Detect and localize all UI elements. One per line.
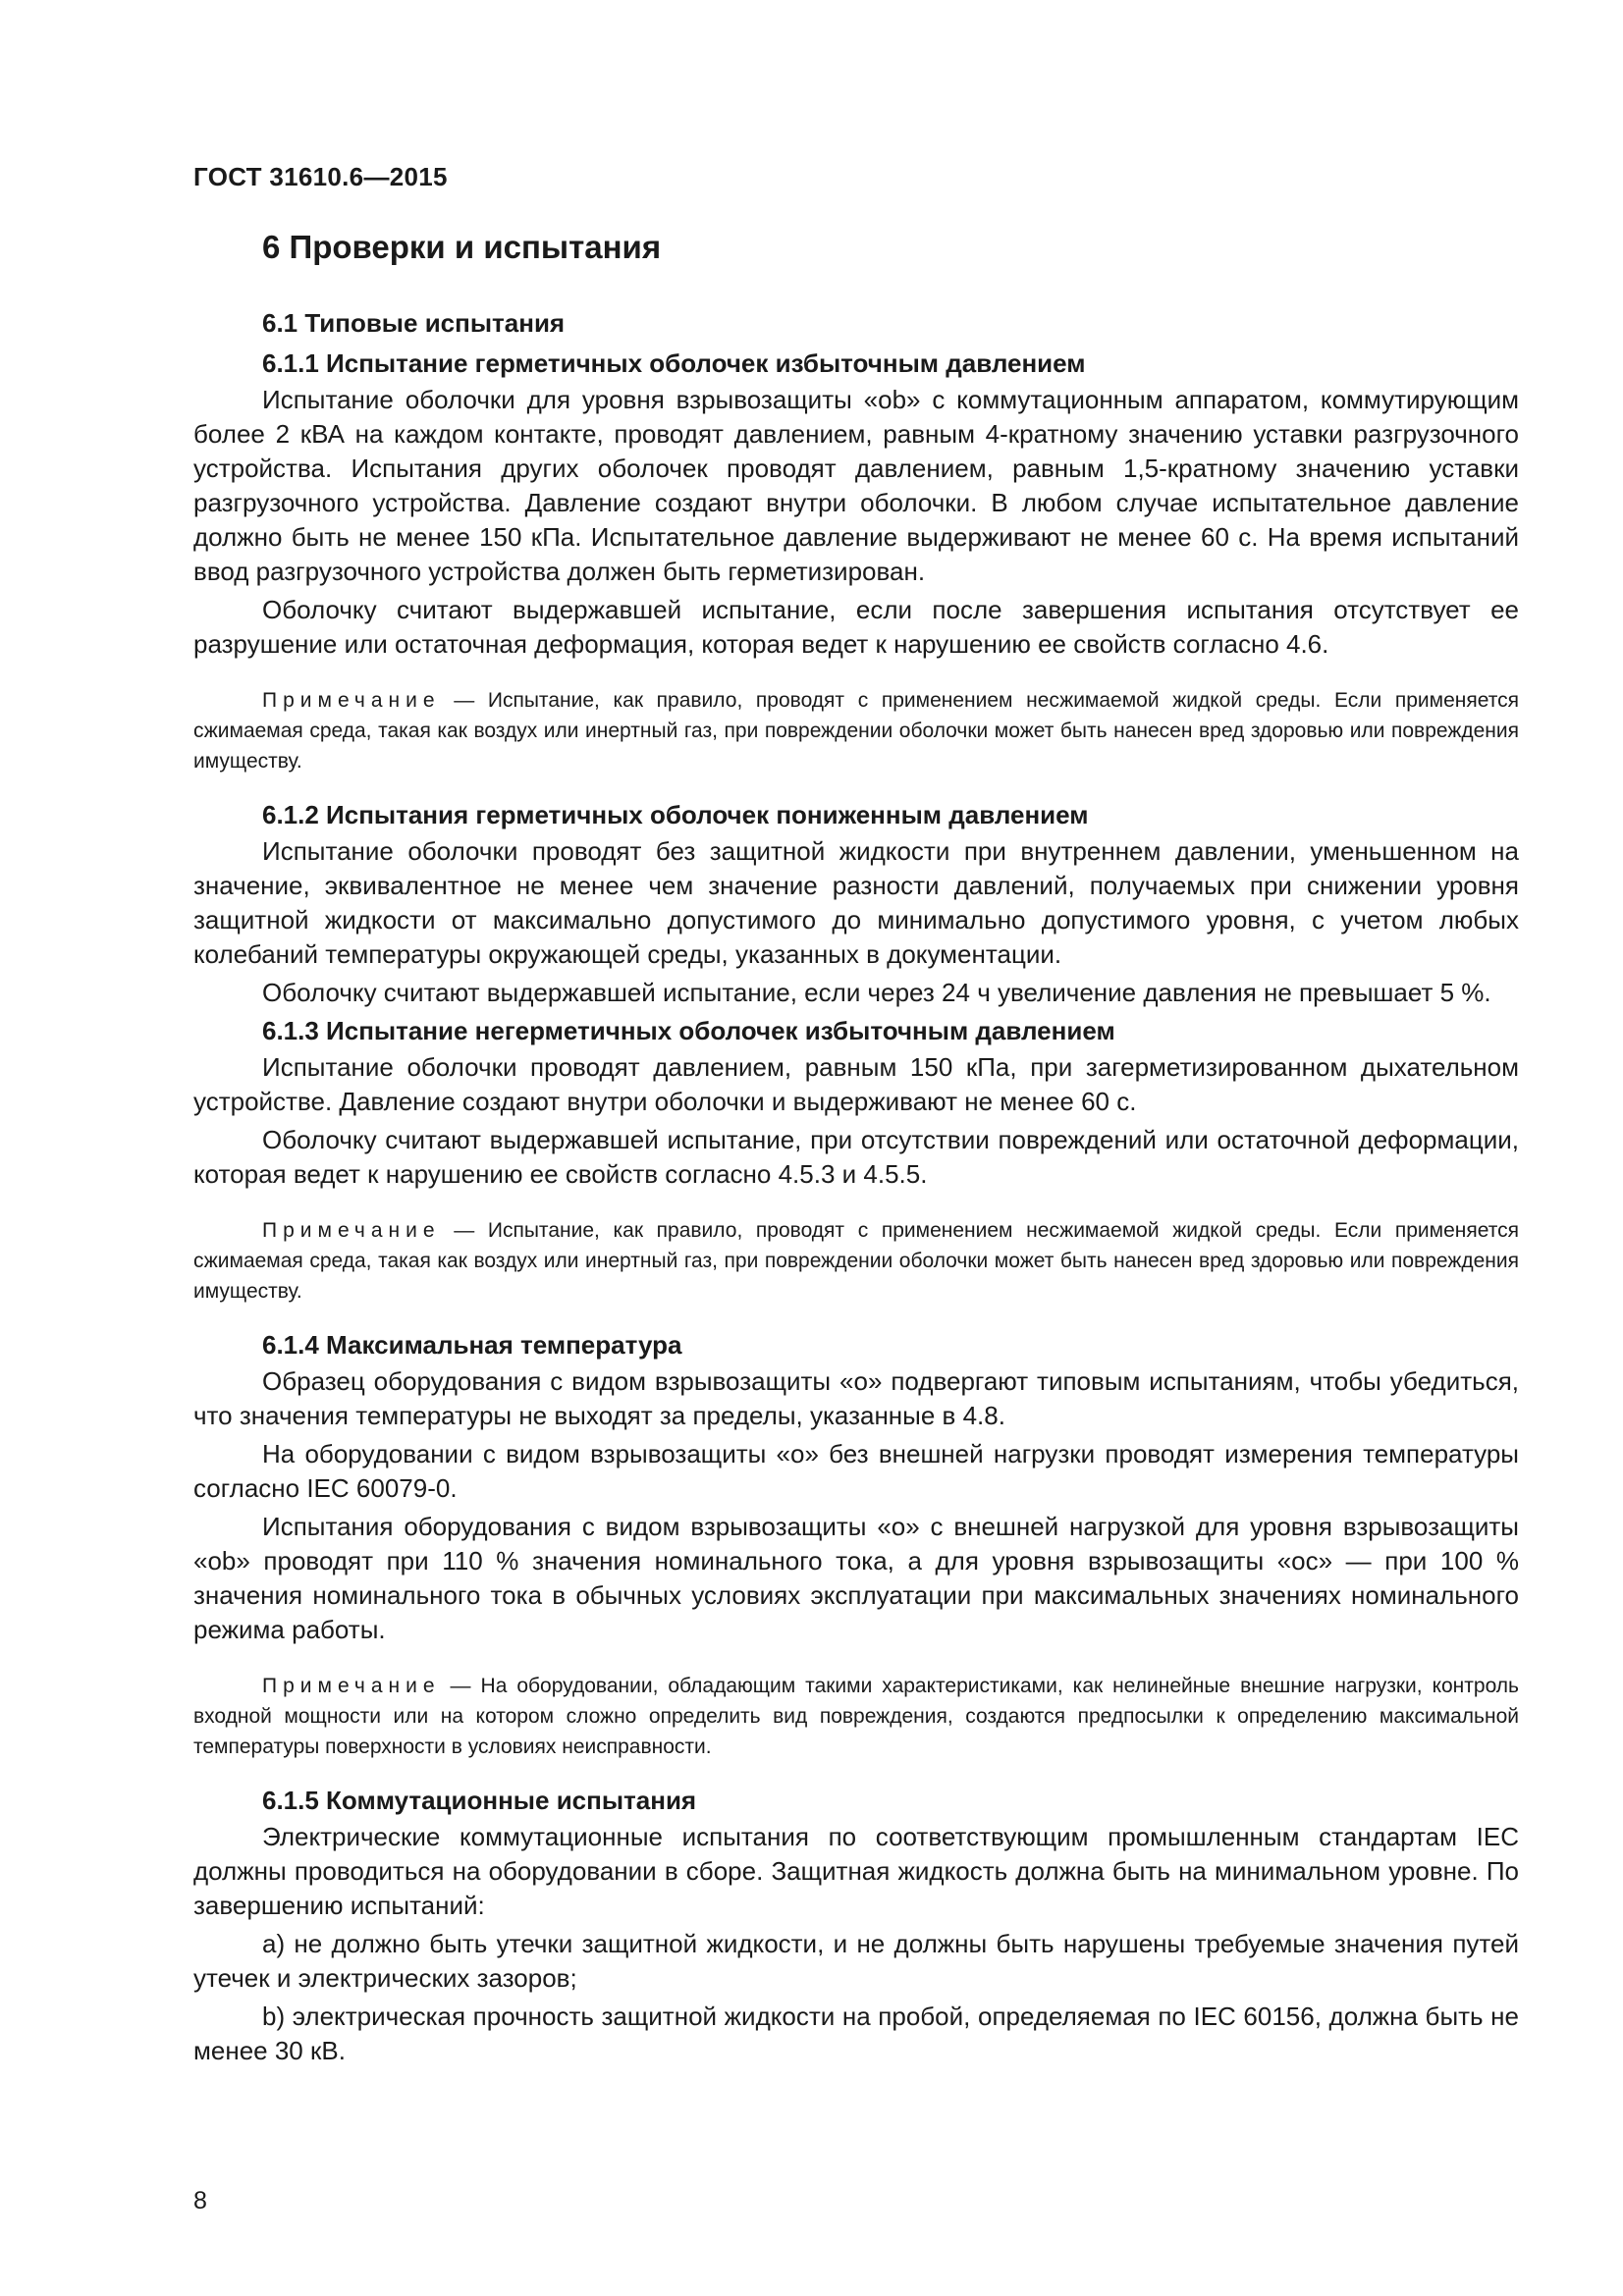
clause-6-1-4-paragraph-1: Образец оборудования с видом взрывозащиты «o» подвергают типовым испытаниям, чтобы убедиться, что значения температуры не выходят за пределы, указанные в 4.8. bbox=[193, 1366, 1519, 1430]
note-text: — Испытание, как правило, проводят с применением несжимаемой жидкой среды. Если применяется сжимаемая среда, такая как воздух или инертный газ, при повреждении оболочки может быть нанесен вред здоровью или повреждения имуществу. bbox=[193, 1219, 1519, 1303]
clause-6-1-2-title: 6.1.2 Испытания герметичных оболочек пониженным давлением bbox=[262, 800, 1089, 829]
clause-6-1-3-paragraph-1: Испытание оболочки проводят давлением, равным 150 кПа, при загерметизированном дыхательном устройстве. Давление создают внутри оболочки и выдерживают не менее 60 с. bbox=[193, 1052, 1519, 1116]
note-text: — На оборудовании, обладающим такими характеристиками, как нелинейные внешние нагрузки, контроль входной мощности или на котором сложно определить вид повреждения, создаются предпосылки к определению максимальной температуры поверхности в условиях неисправности. bbox=[193, 1675, 1519, 1758]
clause-6-1-1-title: 6.1.1 Испытание герметичных оболочек избыточным давлением bbox=[262, 348, 1086, 378]
note-text: — Испытание, как правило, проводят с применением несжимаемой жидкой среды. Если применяется сжимаемая среда, такая как воздух или инертный газ, при повреждении оболочки может быть нанесен вред здоровью или повреждения имуществу. bbox=[193, 689, 1519, 773]
clause-6-1-4-note bbox=[193, 1671, 1519, 1762]
document-id-header: ГОСТ 31610.6—2015 bbox=[193, 162, 448, 191]
clause-6-1-1-paragraph-1: Испытание оболочки для уровня взрывозащиты «ob» с коммутационным аппаратом, коммутирующим более 2 кВА на каждом контакте, проводят давлением, равным 4-кратному значению уставки разгрузочного устройства. Испытания других оболочек проводят давлением, равным 1,5-кратному значению уставки разгрузочного устройства. Давление создают внутри оболочки. В любом случае испытательное давление должно быть не менее 150 кПа. Испытательное давление выдерживают не менее 60 с. На время испытаний ввод разгрузочного устройства должен быть герметизирован. bbox=[193, 385, 1519, 586]
clause-6-1-1-note bbox=[193, 685, 1519, 776]
page-number: 8 bbox=[193, 2187, 207, 2215]
clause-6-1-4-title: 6.1.4 Максимальная температура bbox=[262, 1330, 682, 1360]
page-content bbox=[193, 228, 1519, 2072]
clause-6-1-1-paragraph-2: Оболочку считают выдержавшей испытание, если после завершения испытания отсутствует ее разрушение или остаточная деформация, которая ведет к нарушению ее свойств согласно 4.6. bbox=[193, 595, 1519, 659]
clause-6-1-2-paragraph-2: Оболочку считают выдержавшей испытание, если через 24 ч увеличение давления не превышает 5 %. bbox=[262, 978, 1491, 1007]
clause-6-1-3-note bbox=[193, 1215, 1519, 1307]
clause-6-1-5-title: 6.1.5 Коммутационные испытания bbox=[262, 1786, 697, 1815]
clause-6-1-3-title: 6.1.3 Испытание негерметичных оболочек избыточным давлением bbox=[262, 1016, 1115, 1045]
clause-6-1-4-paragraph-3: Испытания оборудования с видом взрывозащиты «o» с внешней нагрузкой для уровня взрывозащиты «ob» проводят при 110 % значения номинального тока, а для уровня взрывозащиты «oc» — при 100 % значения номинального тока в обычных условиях эксплуатации при максимальных значениях номинального режима работы. bbox=[193, 1512, 1519, 1644]
note-label: Примечание bbox=[262, 689, 441, 712]
subsection-title: 6.1 Типовые испытания bbox=[262, 308, 566, 338]
clause-6-1-5-paragraph-1: Электрические коммутационные испытания по соответствующим промышленным стандартам IEC должны проводиться на оборудовании в сборе. Защитная жидкость должна быть на минимальном уровне. По завершению испытаний: bbox=[193, 1822, 1519, 1920]
section-title: 6 Проверки и испытания bbox=[262, 229, 662, 265]
clause-6-1-3-paragraph-2: Оболочку считают выдержавшей испытание, при отсутствии повреждений или остаточной деформации, которая ведет к нарушению ее свойств согласно 4.5.3 и 4.5.5. bbox=[193, 1125, 1519, 1189]
clause-6-1-5-item-b: b) электрическая прочность защитной жидкости на пробой, определяемая по IEC 60156, должна быть не менее 30 кВ. bbox=[193, 2002, 1519, 2065]
clause-6-1-4-paragraph-2: На оборудовании с видом взрывозащиты «o» без внешней нагрузки проводят измерения температуры согласно IEC 60079-0. bbox=[193, 1439, 1519, 1503]
note-label: Примечание bbox=[262, 1675, 441, 1697]
note-label: Примечание bbox=[262, 1219, 441, 1242]
clause-6-1-2-paragraph-1: Испытание оболочки проводят без защитной жидкости при внутреннем давлении, уменьшенном на значение, эквивалентное не менее чем значение разности давлений, получаемых при снижении уровня защитной жидкости от максимально допустимого до минимально допустимого уровня, с учетом любых колебаний температуры окружающей среды, указанных в документации. bbox=[193, 836, 1519, 969]
clause-6-1-5-item-a: a) не должно быть утечки защитной жидкости, и не должны быть нарушены требуемые значения путей утечек и электрических зазоров; bbox=[193, 1929, 1519, 1993]
